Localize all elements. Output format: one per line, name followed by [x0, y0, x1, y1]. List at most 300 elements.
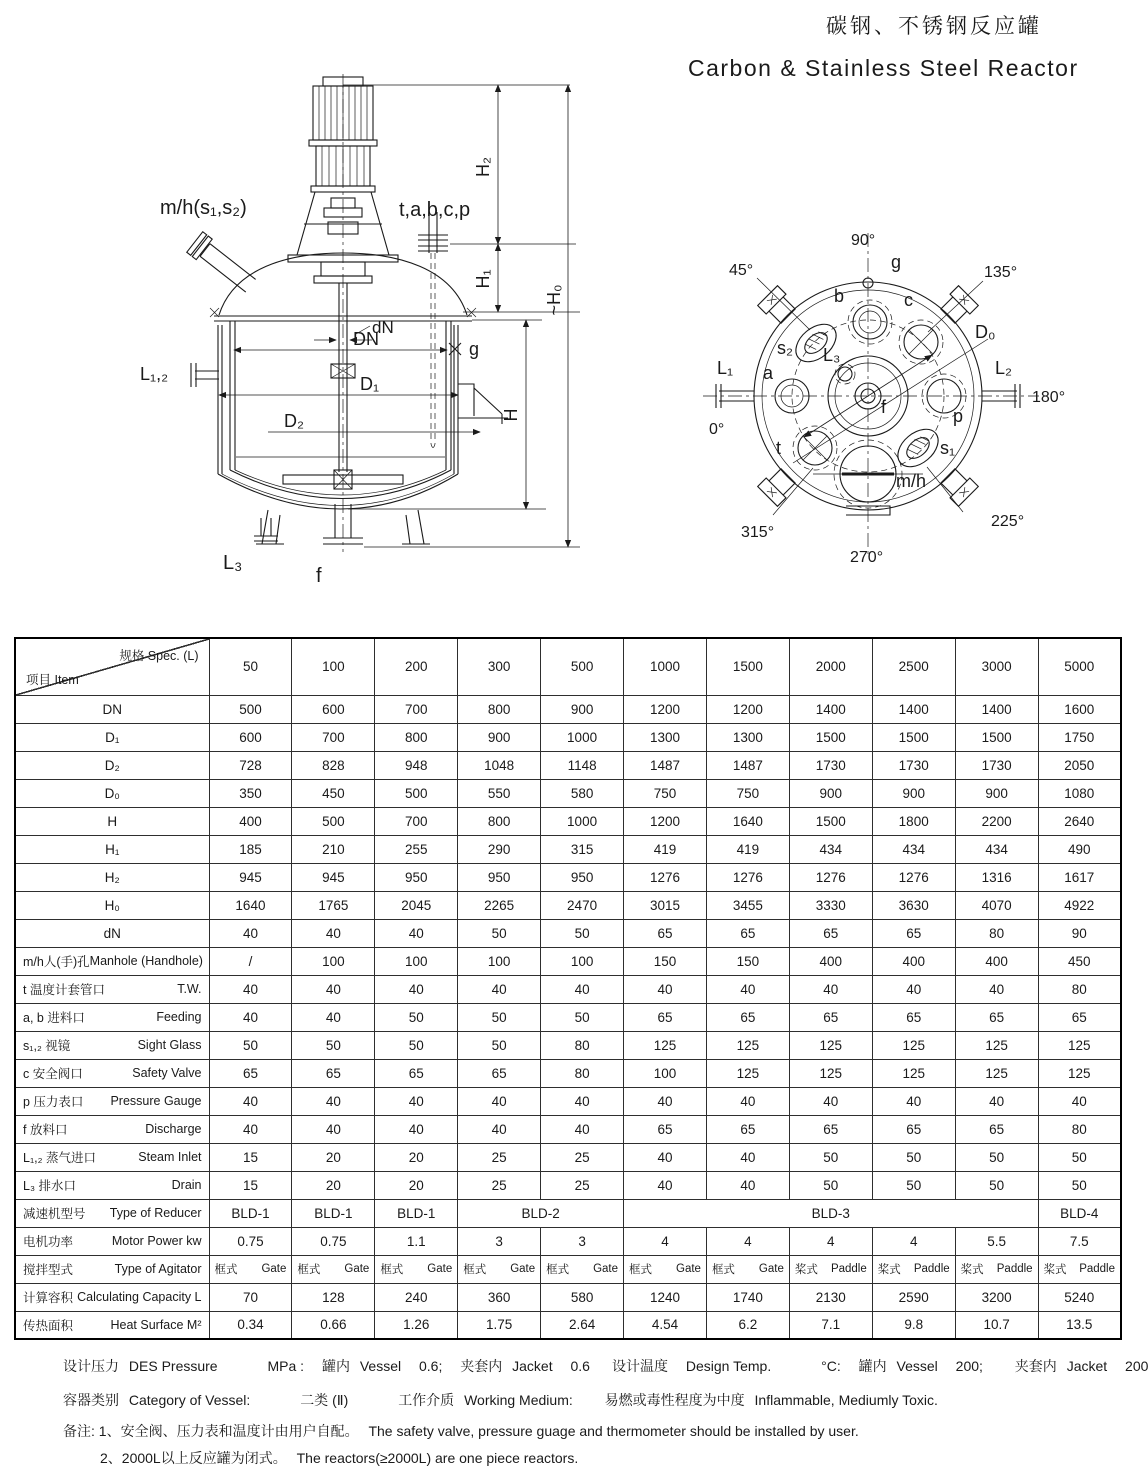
table-cell: 700	[375, 807, 458, 835]
table-cell: 80	[541, 1059, 624, 1087]
table-cell: 50	[789, 1171, 872, 1199]
table-cell: 90	[1038, 919, 1121, 947]
table-cell: 125	[706, 1059, 789, 1087]
table-cell: 2470	[541, 891, 624, 919]
medium-value-cn: 易燃或毒性程度为中度	[604, 1392, 745, 1408]
table-cell: 150	[706, 947, 789, 975]
front-manhole-label: m/h(s₁,s₂)	[160, 197, 247, 219]
spec-column-header: 200	[375, 638, 458, 695]
table-cell: 6.2	[706, 1311, 789, 1339]
table-cell: 1400	[955, 695, 1038, 723]
top-p-label: p	[953, 406, 964, 426]
category-label-cn: 容器类别	[63, 1392, 119, 1408]
table-cell: 50	[209, 1031, 292, 1059]
table-cell: 50	[375, 1003, 458, 1031]
table-cell: 1400	[872, 695, 955, 723]
table-cell: 40	[209, 975, 292, 1003]
table-cell: 40	[292, 1087, 375, 1115]
table-cell: 400	[209, 807, 292, 835]
table-cell: 65	[458, 1059, 541, 1087]
front-f-label: f	[316, 565, 322, 587]
vessel-outline	[210, 253, 508, 544]
table-cell: 550	[458, 779, 541, 807]
table-cell: 65	[706, 919, 789, 947]
table-cell: BLD-4	[1038, 1199, 1121, 1227]
table-cell: 1640	[706, 807, 789, 835]
top-s2-label: s₂	[777, 338, 793, 358]
table-cell: 40	[458, 975, 541, 1003]
table-cell: BLD-1	[209, 1199, 292, 1227]
table-cell: 80	[1038, 975, 1121, 1003]
table-cell: 4.54	[624, 1311, 707, 1339]
table-cell: 4	[624, 1227, 707, 1255]
table-cell: 框式 Gate	[706, 1255, 789, 1283]
table-cell: 1740	[706, 1283, 789, 1311]
table-cell: 900	[458, 723, 541, 751]
table-cell: 419	[706, 835, 789, 863]
category-medium-line	[63, 1390, 938, 1410]
row-label-cell: H₀	[15, 891, 209, 919]
table-cell: 128	[292, 1283, 375, 1311]
table-cell: 40	[209, 1115, 292, 1143]
table-cell: 40	[706, 975, 789, 1003]
top-l3-label: L₃	[823, 345, 841, 365]
table-cell: BLD-3	[624, 1199, 1039, 1227]
table-cell: 3	[458, 1227, 541, 1255]
table-cell: 65	[375, 1059, 458, 1087]
table-row	[15, 891, 1121, 919]
table-cell: 3330	[789, 891, 872, 919]
remark1-cn: 1、安全阀、压力表和温度计由用户自配。	[98, 1423, 359, 1439]
row-label-cell: 搅拌型式 Type of Agitator	[15, 1255, 209, 1283]
row-label-cell: D₁	[15, 723, 209, 751]
row-label-cell: H	[15, 807, 209, 835]
front-l3-label: L₃	[223, 552, 243, 574]
table-cell: 桨式 Paddle	[1038, 1255, 1121, 1283]
table-cell: 945	[292, 863, 375, 891]
table-cell: 框式 Gate	[375, 1255, 458, 1283]
vessel-temp-value: 200;	[955, 1358, 983, 1374]
table-cell: 580	[541, 1283, 624, 1311]
table-cell: 65	[789, 919, 872, 947]
category-label-en: Category of Vessel:	[128, 1392, 251, 1408]
table-cell: 50	[458, 1003, 541, 1031]
table-cell: 2590	[872, 1283, 955, 1311]
vessel-pressure-value: 0.6;	[418, 1358, 443, 1374]
angle-315-label: 315°	[741, 524, 775, 541]
table-cell: 100	[624, 1059, 707, 1087]
table-cell: 13.5	[1038, 1311, 1121, 1339]
table-cell: 40	[375, 975, 458, 1003]
table-cell: 50	[789, 1143, 872, 1171]
table-cell: 1487	[624, 751, 707, 779]
table-cell: 360	[458, 1283, 541, 1311]
table-cell: 80	[955, 919, 1038, 947]
table-cell: 400	[955, 947, 1038, 975]
table-cell: 490	[1038, 835, 1121, 863]
table-cell: 2200	[955, 807, 1038, 835]
row-label-cell: f 放料口 Discharge	[15, 1115, 209, 1143]
table-cell: 0.34	[209, 1311, 292, 1339]
table-cell: 65	[706, 1003, 789, 1031]
table-cell: 65	[872, 1115, 955, 1143]
spec-header-row	[15, 638, 1121, 695]
table-row	[15, 1171, 1121, 1199]
table-cell: 25	[458, 1171, 541, 1199]
table-row	[15, 947, 1121, 975]
table-cell: 桨式 Paddle	[789, 1255, 872, 1283]
front-top-nozzles-label: t,a,b,c,p	[399, 199, 471, 221]
table-cell: 1300	[706, 723, 789, 751]
page-title-english: Carbon & Stainless Steel Reactor	[688, 55, 1079, 81]
spec-column-header: 5000	[1038, 638, 1121, 695]
top-a-label: a	[763, 363, 774, 383]
table-cell: 125	[706, 1031, 789, 1059]
table-cell: 1148	[541, 751, 624, 779]
table-cell: 40	[209, 1003, 292, 1031]
front-d1-label: D₁	[360, 374, 380, 394]
table-cell: 800	[458, 807, 541, 835]
row-label-cell: H₁	[15, 835, 209, 863]
medium-label-en: Working Medium:	[464, 1392, 573, 1408]
table-cell: 1.75	[458, 1311, 541, 1339]
top-b-label: b	[834, 286, 845, 306]
table-cell: 1617	[1038, 863, 1121, 891]
page-title-chinese: 碳钢、不锈钢反应罐	[826, 15, 1042, 38]
table-row	[15, 1143, 1121, 1171]
table-cell: 65	[292, 1059, 375, 1087]
table-cell: 1200	[624, 695, 707, 723]
table-cell: 40	[292, 919, 375, 947]
table-cell: 1800	[872, 807, 955, 835]
table-cell: 4922	[1038, 891, 1121, 919]
design-temp-line	[612, 1356, 1148, 1376]
table-cell: BLD-2	[458, 1199, 624, 1227]
table-cell: 125	[1038, 1059, 1121, 1087]
row-label-cell: 电机功率 Motor Power kw	[15, 1227, 209, 1255]
table-cell: 900	[955, 779, 1038, 807]
table-cell: 0.75	[292, 1227, 375, 1255]
table-cell: 1487	[706, 751, 789, 779]
angle-225-label: 225°	[991, 513, 1025, 530]
table-cell: 1750	[1038, 723, 1121, 751]
table-cell: 4070	[955, 891, 1038, 919]
remark1-en: The safety valve, pressure guage and thermometer should be installed by user.	[368, 1423, 859, 1439]
table-cell: 900	[872, 779, 955, 807]
vessel-cn: 罐内	[321, 1358, 350, 1374]
table-cell: 1730	[872, 751, 955, 779]
table-cell: 1276	[624, 863, 707, 891]
table-cell: 350	[209, 779, 292, 807]
table-cell: 25	[541, 1143, 624, 1171]
spec-column-header: 3000	[955, 638, 1038, 695]
table-cell: 100	[458, 947, 541, 975]
table-cell: 65	[1038, 1003, 1121, 1031]
table-row	[15, 1115, 1121, 1143]
table-cell: 1640	[209, 891, 292, 919]
table-cell: 0.75	[209, 1227, 292, 1255]
vessel-en: Vessel	[359, 1358, 402, 1374]
table-cell: 40	[955, 975, 1038, 1003]
angle-135-label: 135°	[984, 264, 1018, 281]
medium-label-cn: 工作介质	[398, 1392, 455, 1408]
table-cell: 700	[375, 695, 458, 723]
table-cell: 10.7	[955, 1311, 1038, 1339]
table-cell: 50	[1038, 1171, 1121, 1199]
row-label-cell: 减速机型号 Type of Reducer	[15, 1199, 209, 1227]
table-cell: 750	[624, 779, 707, 807]
table-cell: 1730	[789, 751, 872, 779]
table-cell: 210	[292, 835, 375, 863]
table-cell: 20	[292, 1171, 375, 1199]
table-cell: 950	[541, 863, 624, 891]
top-t-label: t	[776, 438, 782, 458]
spec-column-header: 50	[209, 638, 292, 695]
front-h1-label: H₁	[473, 269, 493, 289]
table-row	[15, 975, 1121, 1003]
jacket-cn: 夹套内	[460, 1358, 503, 1374]
table-cell: 900	[541, 695, 624, 723]
table-cell: 3015	[624, 891, 707, 919]
table-cell: 3630	[872, 891, 955, 919]
table-cell: 25	[458, 1143, 541, 1171]
temp-vessel-cn: 罐内	[858, 1358, 887, 1374]
table-cell: 50	[541, 919, 624, 947]
table-cell: 40	[706, 1171, 789, 1199]
spec-column-header: 1500	[706, 638, 789, 695]
spec-column-header: 300	[458, 638, 541, 695]
table-cell: 20	[375, 1171, 458, 1199]
row-label-cell: 计算容积 Calculating Capacity L	[15, 1283, 209, 1311]
table-cell: 40	[375, 1115, 458, 1143]
table-row	[15, 1031, 1121, 1059]
table-cell: 600	[292, 695, 375, 723]
table-cell: 4	[706, 1227, 789, 1255]
angle-90-label: 90°	[851, 232, 876, 249]
angle-270-label: 270°	[850, 549, 884, 566]
table-cell: 419	[624, 835, 707, 863]
table-cell: 框式 Gate	[292, 1255, 375, 1283]
temp-vessel-en: Vessel	[896, 1358, 938, 1374]
table-cell: 80	[1038, 1115, 1121, 1143]
temp-jacket-cn: 夹套内	[1014, 1358, 1057, 1374]
table-cell: 700	[292, 723, 375, 751]
table-row	[15, 919, 1121, 947]
table-cell: 1600	[1038, 695, 1121, 723]
row-label-cell: D₀	[15, 779, 209, 807]
table-cell: 65	[209, 1059, 292, 1087]
table-cell: 3	[541, 1227, 624, 1255]
spec-table-body	[15, 695, 1121, 1339]
table-cell: 15	[209, 1171, 292, 1199]
table-row	[15, 863, 1121, 891]
row-label-cell: m/h人(手)孔 Manhole (Handhole)	[15, 947, 209, 975]
row-label-cell: DN	[15, 695, 209, 723]
table-cell: 40	[375, 919, 458, 947]
design-temp-label-en: Design Temp.	[685, 1358, 772, 1374]
spec-column-header: 1000	[624, 638, 707, 695]
table-cell: 1080	[1038, 779, 1121, 807]
table-cell: 40	[375, 1087, 458, 1115]
table-cell: 50	[458, 919, 541, 947]
table-cell: 450	[1038, 947, 1121, 975]
table-cell: 50	[955, 1171, 1038, 1199]
spec-column-header: 2000	[789, 638, 872, 695]
table-cell: 4	[789, 1227, 872, 1255]
table-cell: 1200	[624, 807, 707, 835]
table-cell: 40	[955, 1087, 1038, 1115]
table-row	[15, 835, 1121, 863]
table-cell: 40	[292, 975, 375, 1003]
table-cell: 1000	[541, 723, 624, 751]
table-cell: 40	[209, 1087, 292, 1115]
table-cell: 50	[872, 1143, 955, 1171]
table-cell: 65	[789, 1115, 872, 1143]
top-g-label: g	[891, 252, 902, 272]
table-cell: 50	[375, 1031, 458, 1059]
table-cell: 框式 Gate	[624, 1255, 707, 1283]
table-cell: 1048	[458, 751, 541, 779]
table-row	[15, 1255, 1121, 1283]
table-cell: 1500	[789, 723, 872, 751]
remark2-cn: 2、2000L以上反应罐为闭式。	[100, 1450, 287, 1466]
table-cell: 800	[458, 695, 541, 723]
table-cell: 65	[789, 1003, 872, 1031]
table-cell: 450	[292, 779, 375, 807]
spec-column-header: 500	[541, 638, 624, 695]
row-label-cell: 传热面积 Heat Surface M²	[15, 1311, 209, 1339]
table-cell: 框式 Gate	[458, 1255, 541, 1283]
table-cell: 828	[292, 751, 375, 779]
table-cell: 2.64	[541, 1311, 624, 1339]
table-cell: 2045	[375, 891, 458, 919]
table-corner-cell	[15, 638, 209, 695]
table-cell: 728	[209, 751, 292, 779]
table-row	[15, 1059, 1121, 1087]
remark-line-1	[63, 1421, 859, 1441]
table-cell: 2640	[1038, 807, 1121, 835]
remark-label: 备注:	[63, 1423, 95, 1439]
spec-column-header: 100	[292, 638, 375, 695]
pressure-unit: MPa :	[267, 1358, 305, 1374]
front-h-label: H	[501, 408, 521, 422]
table-cell: 150	[624, 947, 707, 975]
top-view-drawing	[695, 205, 1125, 600]
row-label-cell: c 安全阀口 Safety Valve	[15, 1059, 209, 1087]
table-cell: 1500	[955, 723, 1038, 751]
row-label-cell: L₃ 排水口 Drain	[15, 1171, 209, 1199]
table-cell: 1276	[706, 863, 789, 891]
table-cell: 4	[872, 1227, 955, 1255]
top-c-label: c	[904, 290, 913, 310]
table-cell: 290	[458, 835, 541, 863]
table-cell: 125	[789, 1059, 872, 1087]
design-pressure-label-cn: 设计压力	[63, 1358, 119, 1374]
table-cell: 15	[209, 1143, 292, 1171]
table-cell: 65	[624, 1003, 707, 1031]
table-cell: 0.66	[292, 1311, 375, 1339]
table-cell: 50	[872, 1171, 955, 1199]
top-view-shell	[703, 233, 1039, 557]
table-cell: 500	[292, 807, 375, 835]
table-cell: 125	[624, 1031, 707, 1059]
jacket-pressure-value: 0.6	[570, 1358, 590, 1374]
table-cell: 315	[541, 835, 624, 863]
spec-axis-label: 规格 Spec. (L)	[119, 649, 199, 663]
temp-jacket-en: Jacket	[1066, 1358, 1108, 1374]
table-cell: 40	[624, 1171, 707, 1199]
table-cell: 70	[209, 1283, 292, 1311]
table-cell: 3455	[706, 891, 789, 919]
table-cell: 40	[872, 975, 955, 1003]
table-cell: 1276	[872, 863, 955, 891]
table-cell: 500	[375, 779, 458, 807]
table-cell: 3200	[955, 1283, 1038, 1311]
front-l12-label: L₁,₂	[140, 364, 169, 384]
angle-180-label: 180°	[1032, 389, 1066, 406]
table-cell: 65	[955, 1003, 1038, 1031]
table-cell: 40	[706, 1087, 789, 1115]
table-cell: 750	[706, 779, 789, 807]
spec-column-header: 2500	[872, 638, 955, 695]
temp-unit: °C:	[821, 1358, 841, 1374]
medium-value-en: Inflammable, Mediumly Toxic.	[754, 1392, 938, 1408]
table-cell: 65	[872, 1003, 955, 1031]
front-g-label: g	[469, 339, 480, 359]
front-d2-label: D₂	[284, 411, 304, 431]
table-cell: 125	[789, 1031, 872, 1059]
spec-table	[14, 637, 1122, 1340]
table-cell: 80	[541, 1031, 624, 1059]
table-cell: 40	[624, 975, 707, 1003]
design-pressure-line	[63, 1356, 590, 1376]
table-row	[15, 1087, 1121, 1115]
table-cell: 框式 Gate	[209, 1255, 292, 1283]
table-cell: 1000	[541, 807, 624, 835]
table-cell: 40	[292, 1115, 375, 1143]
angle-0-label: 0°	[709, 421, 725, 438]
top-s1-label: s₁	[940, 438, 956, 458]
table-cell: 40	[541, 1115, 624, 1143]
table-cell: 7.1	[789, 1311, 872, 1339]
table-cell: 948	[375, 751, 458, 779]
table-cell: 1300	[624, 723, 707, 751]
table-cell: 25	[541, 1171, 624, 1199]
table-cell: 500	[209, 695, 292, 723]
table-cell: 125	[872, 1031, 955, 1059]
table-cell: 800	[375, 723, 458, 751]
table-cell: 40	[292, 1003, 375, 1031]
row-label-cell: D₂	[15, 751, 209, 779]
angle-45-label: 45°	[729, 262, 754, 279]
support-lugs	[757, 278, 983, 515]
table-cell: 434	[789, 835, 872, 863]
table-cell: 1240	[624, 1283, 707, 1311]
top-d0-label: D₀	[975, 322, 996, 342]
table-cell: 400	[872, 947, 955, 975]
table-cell: 100	[292, 947, 375, 975]
table-cell: 50	[292, 1031, 375, 1059]
table-cell: 100	[375, 947, 458, 975]
row-label-cell: t 温度计套管口 T.W.	[15, 975, 209, 1003]
table-cell: 1500	[872, 723, 955, 751]
table-cell: 40	[1038, 1087, 1121, 1115]
table-row	[15, 723, 1121, 751]
table-cell: 1730	[955, 751, 1038, 779]
row-label-cell: s₁,₂ 视镜 Sight Glass	[15, 1031, 209, 1059]
table-cell: 50	[458, 1031, 541, 1059]
table-cell: 40	[209, 919, 292, 947]
